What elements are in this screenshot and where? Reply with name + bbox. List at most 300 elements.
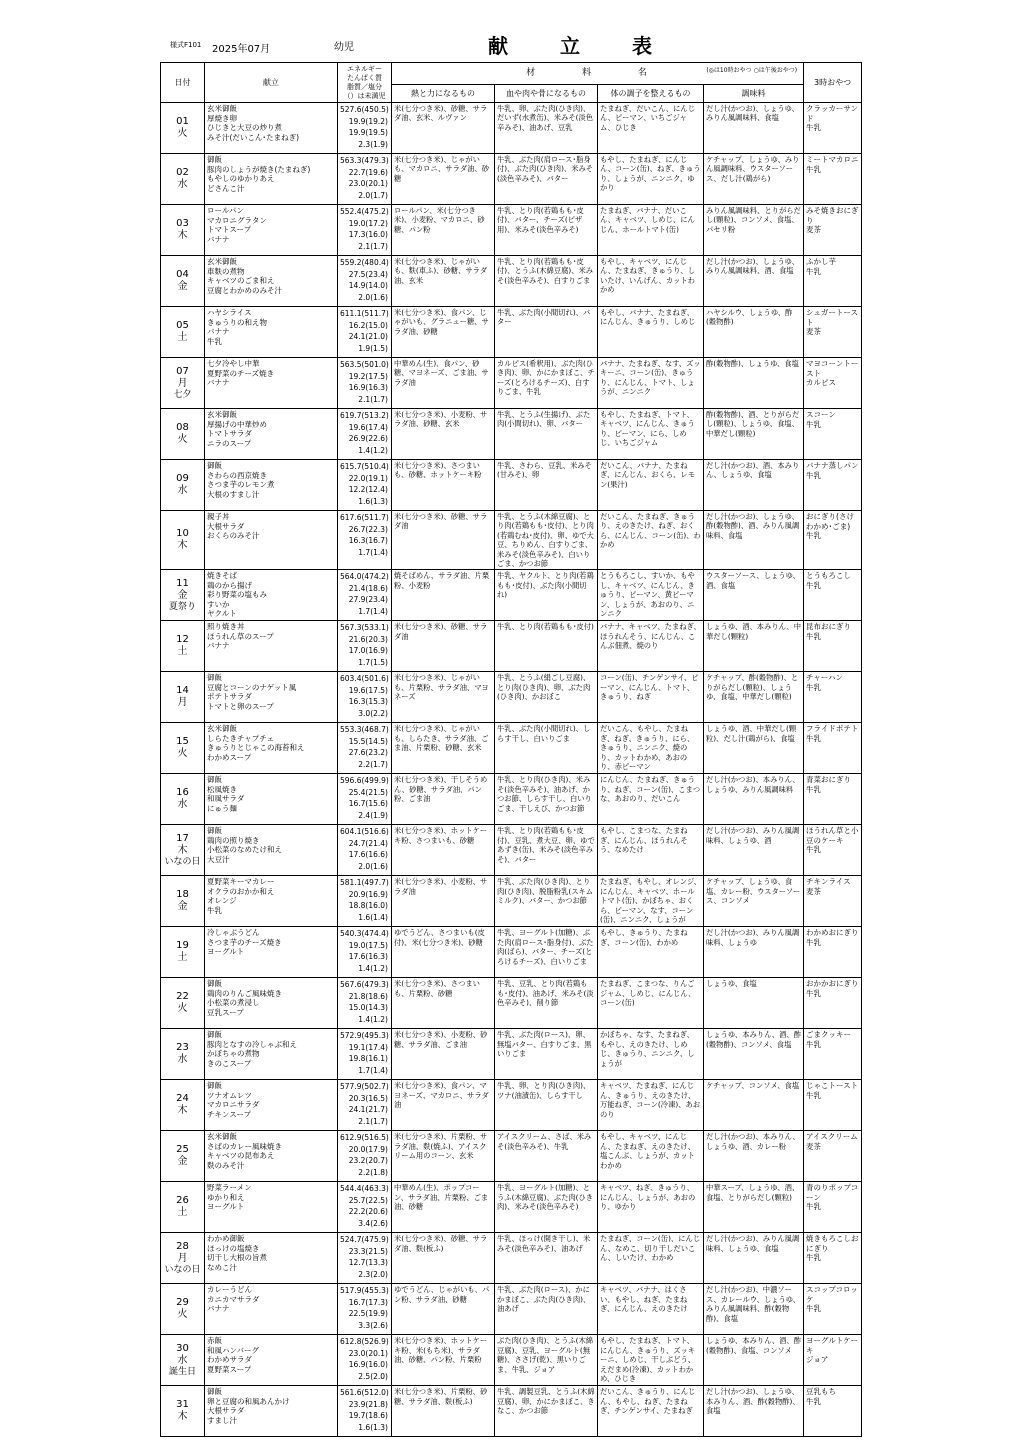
menu-item: 玄米御飯 [207,410,237,419]
menu-item: さわらの西京焼き [207,470,267,480]
snack-item: チキンライス [806,877,851,887]
menu-item: オクラのおかか和え [207,886,275,896]
nutrition-value: 16.3(16.7) [348,536,388,545]
menu-item: 和風ハンバーグ [207,1345,259,1355]
snack-item: ごまクッキー [806,1030,852,1040]
heat-cell: ゆでうどん、さつまいも(皮付)、米(七分つき米)、砂糖 [392,927,495,978]
menu-item: 豆乳スープ [207,1007,244,1017]
nutrition-value: 17.0(16.9) [348,646,388,656]
snack-item: フライドポテト [806,724,859,734]
date-cell [161,1335,205,1386]
weekday: 土 [177,332,188,343]
menu-item: 牛乳 [207,905,222,915]
period-label: 2025年07月 [212,44,271,55]
table-row [161,409,862,460]
body-cell: もやし、バナナ、たまねぎ、にんじん、きゅうり、しめじ [598,307,704,358]
body-cell: たまねぎ、バナナ、だいこん、キャベツ、しめじ、にんじん、ホールトマト(缶) [598,205,704,256]
menu-item: ほうれん草のスープ [207,631,274,641]
snack-item: チャーハン [806,673,843,683]
menu-item: 御飯 [207,673,222,683]
heat-cell: 米(七分つき米)、小麦粉、サラダ油、砂糖、玄米 [392,409,495,460]
menu-item: 豆腐とわかめのみそ汁 [207,285,282,295]
snack-item: わかめおにぎり [806,928,859,938]
weekday: 水 [177,485,188,496]
blood-cell: アイスクリーム、さば、米みそ(淡色辛みそ)、牛乳 [495,1131,598,1182]
menu-item: 御飯 [207,1387,222,1397]
snack-item: 焼きもろこしおにぎり [806,1234,859,1253]
nutrition-value: 2.5(2.0) [358,1371,388,1381]
date-cell [161,1131,205,1182]
blood-cell: 牛乳、ヨーグルト(加糖)、とうふ(木綿豆腐)、ぶた肉(ひき肉)、米みそ(淡色辛みそ) [495,1182,598,1233]
snack-item: とうもろこし [806,571,852,581]
nutrition-value: 564.0(474.2) [340,572,389,582]
nutrition-value: 16.9(16.3) [348,383,388,392]
snack-cell [804,723,862,774]
snack-item: ふかし芋 [806,257,837,266]
menu-cell [205,1029,338,1080]
body-cell: かぼちゃ、なす、たまねぎ、もやし、えのきたけ、しめじ、きゅうり、ニンニク、しょうが [598,1029,704,1080]
menu-item: 和風サラダ [207,794,245,804]
seasoning-cell: だし汁(かつお)、しょうゆ、酢(穀物酢)、酒、みりん風調味料、食塩 [704,511,804,570]
nutrition-value: 563.3(479.3) [340,156,389,165]
heat-cell: 米(七分つき米)、砂糖、サラダ油、玄米、ルヴァン [392,103,495,154]
menu-item: 彩り野菜の塩もみ [207,590,267,600]
nutrition-value: 20.3(16.5) [348,1093,388,1103]
blood-cell: 牛乳、とり肉(若鶏もも･皮付)、バター、チーズ(ピザ用)、米みそ(淡色辛みそ) [495,205,598,256]
blood-cell: 牛乳、とうふ(生揚げ)、ぶた肉(小間切れ)、卵、バター [495,409,598,460]
snack-cell [804,1335,862,1386]
menu-item: 大豆汁 [207,854,230,864]
date-number: 31 [176,1399,189,1411]
menu-item: きのこスープ [207,1058,252,1068]
menu-item: チキンスープ [207,1109,251,1119]
nutrition-value: 27.9(23.4) [348,595,388,605]
menu-item: さつま芋のレモン煮 [207,480,275,489]
heat-cell: 米(七分つき米)、砂糖、サラダ油 [392,621,495,672]
weekday: 火 [177,748,188,760]
date-number: 14 [176,685,189,697]
heat-cell: 米(七分つき米)、小麦粉、サラダ油 [392,876,495,927]
blood-cell: 牛乳、とり肉(若鶏もも･皮付)、豆乳、煮大豆、卵、ゆであずき(缶)、米みそ(淡色辛みそ)、バター [495,825,598,876]
menu-item: すいか [207,599,230,609]
nutrition-value: 577.9(502.7) [340,1082,389,1092]
menu-item: ツナオムレツ [207,1090,252,1100]
menu-item: 小松菜のなめたけ和え [207,845,282,855]
menu-item: 野菜ラーメン [207,1183,252,1193]
snack-item: 牛乳 [806,1039,822,1049]
table-row [161,1080,862,1131]
nutrition-value: 1.4(1.2) [358,963,388,973]
nutrition-value: 2.2(1.7) [358,759,388,769]
snack-cell [804,621,862,672]
nutrition-value: 19.9(19.2) [348,116,388,126]
header-energy [338,63,392,103]
nutrition-value: 27.5(23.4) [348,269,388,279]
heat-cell: 米(七分つき米)、食パン、じゃがいも、グラニュー糖、サラダ油、砂糖 [392,307,495,358]
date-number: 30 [176,1343,189,1355]
menu-cell [205,307,338,358]
seasoning-cell: だし汁(かつお)、本みりん、しょうゆ、みりん風調味料 [704,774,804,825]
nutrition-value: 1.7(1.4) [358,1065,388,1075]
menu-item: 牛乳 [207,336,222,346]
weekday: 金 [177,590,188,602]
menu-item: キャベツの昆布あえ [207,1151,275,1161]
date-number: 29 [176,1297,189,1309]
date-number: 09 [176,473,189,484]
menu-item: 厚揚げの中華炒め [207,419,267,429]
seasoning-cell: だし汁(かつお)、本みりん、しょうゆ、酒、カレー粉 [704,1131,804,1182]
heat-cell: 米(七分つき米)、じゃがいも、麩(車ふ)、砂糖、サラダ油、玄米 [392,256,495,307]
body-cell: もやし、たまねぎ、トマト、キャベツ、にんじん、きゅうり、ピーマン、にら、しめじ、いちごジャム [598,409,704,460]
snack-item: 麦茶 [806,225,822,234]
table-row [161,723,862,774]
nutrition-cell [338,307,392,358]
date-number: 07 [176,365,189,377]
nutrition-value: 3.4(2.6) [358,1218,388,1228]
menu-cell [205,621,338,672]
form-number: 様式F101 [170,41,202,49]
nutrition-value: 16.9(16.0) [348,1360,388,1370]
menu-cell [205,1080,338,1131]
menu-cell [205,876,338,927]
nutrition-cell [338,205,392,256]
snack-item: 麦茶 [806,1141,822,1151]
materials-label: 材 料 名 [526,68,669,79]
snack-item: 牛乳 [806,845,822,855]
table-row [161,1182,862,1233]
blood-cell: 牛乳、卵、とり肉(ひき肉)、ツナ(油漬缶)、しらす干し [495,1080,598,1131]
nutrition-cell [338,511,392,570]
snack-cell [804,774,862,825]
heat-cell: 米(七分つき米)、じゃがいも、片栗粉、サラダ油、マヨネーズ [392,672,495,723]
body-cell: たまねぎ、こまつな、りんごジャム、しめじ、にんじん、コーン(缶) [598,978,704,1029]
snack-item: みそ焼きおにぎり [806,206,859,225]
menu-cell [205,409,338,460]
nutrition-value: 27.6(23.2) [348,748,388,758]
nutrition-value: 2.1(1.7) [358,394,388,404]
nutrition-value: 24.1(21.7) [348,1105,388,1115]
snack-item: スコップコロッケ [806,1285,858,1304]
menu-item: 大根サラダ [207,521,245,531]
menu-item: 松風焼き [207,784,237,794]
date-number: 08 [176,422,189,433]
weekday: 金 [177,281,188,292]
blood-cell: カルピス(希釈用)、ぶた肉(ひき肉)、卵、かにかまぼこ、チーズ(とろけるチーズ)、白すりごま、牛乳 [495,358,598,409]
nutrition-value: 19.0(17.2) [348,218,388,228]
heat-cell: 米(七分つき米)、干しそうめん、砂糖、サラダ油、パン粉、ごま油 [392,774,495,825]
menu-item: 玄米御飯 [207,104,237,113]
menu-item: 玄米御飯 [207,724,237,734]
table-row [161,1131,862,1182]
menu-cell [205,1284,338,1335]
snack-cell [804,978,862,1029]
nutrition-cell [338,672,392,723]
date-number: 25 [176,1144,189,1156]
table-row [161,307,862,358]
snack-item: 麦茶 [806,327,822,336]
date-number: 22 [176,991,189,1003]
menu-item: 七夕冷やし中華 [207,359,260,368]
blood-cell: 牛乳、さわら、豆乳、米みそ(甘みそ)、卵 [495,460,598,511]
menu-item: バナナ [207,1304,230,1314]
seasoning-cell: ケチャップ、しょうゆ、食塩、カレー粉、ウスターソース、コンソメ [704,876,804,927]
nutrition-value: 2.1(1.7) [358,241,388,251]
date-cell [161,409,205,460]
nutrition-value: 22.0(19.1) [348,473,388,483]
nutrition-cell [338,256,392,307]
nutrition-value: 16.2(15.0) [348,320,388,330]
date-number: 18 [176,889,189,901]
nutrition-value: 15.0(14.3) [348,1003,388,1013]
heat-cell: 米(七分つき米)、砂糖、サラダ油、麩(板ふ) [392,1233,495,1284]
date-cell [161,358,205,409]
date-cell [161,1029,205,1080]
nutrition-value: 552.4(475.2) [340,207,389,216]
snack-item: マヨコーントースト [806,359,859,378]
nutrition-value: 1.7(1.5) [358,657,388,667]
menu-item: わかめサラダ [207,1355,252,1365]
menu-cell [205,256,338,307]
seasoning-cell: 酢(穀物酢)、しょうゆ、食塩 [704,358,804,409]
menu-item: 御飯 [207,775,222,785]
nutrition-value: 2.0(1.6) [358,292,388,302]
menu-item: 夏野菜スープ [207,1364,252,1374]
nutrition-cell [338,774,392,825]
blood-cell: 牛乳、ぶた肉(肩ロース･脂身付)、ぶた肉(ひき肉)、米みそ(淡色辛みそ)、バター [495,154,598,205]
nutrition-value: 19.9(19.5) [348,128,388,137]
seasoning-cell: しょうゆ、食塩 [704,978,804,1029]
nutrition-value: 540.3(474.4) [340,929,389,939]
table-row [161,103,862,154]
weekday: 土 [177,646,188,658]
menu-item: 豚肉のしょうが焼き(たまねぎ) [207,164,311,174]
weekday: 土 [177,1207,188,1219]
weekday: 金 [177,901,188,913]
nutrition-value: 604.1(516.6) [340,827,389,837]
nutrition-value: 19.6(17.4) [348,422,388,432]
menu-item: 卵と豆腐の和風あんかけ [207,1396,290,1406]
nutrition-value: 19.2(17.5) [348,371,388,381]
snack-cell [804,358,862,409]
snack-cell [804,927,862,978]
date-number: 11 [176,578,189,590]
snack-item: 牛乳 [806,470,822,480]
nutrition-value: 23.0(20.1) [348,179,388,188]
menu-item: 夏野菜のチーズ焼き [207,368,275,378]
nutrition-value: 2.4(1.9) [358,810,388,820]
nutrition-value: 563.5(501.0) [340,360,389,369]
date-cell [161,1233,205,1284]
header-snack: 3時おやつ [804,63,862,103]
nutrition-value: 19.0(17.5) [348,940,388,950]
snack-cell [804,460,862,511]
menu-item: 夏野菜キーマカレー [207,877,275,887]
menu-item: もやしのゆかりあえ [207,174,275,183]
menu-item: 麩のみそ汁 [207,1160,245,1170]
nutrition-cell [338,1131,392,1182]
nutrition-cell [338,1284,392,1335]
snack-item: 牛乳 [806,1396,822,1406]
menu-item: 御飯 [207,826,222,836]
table-row [161,460,862,511]
table-row [161,511,862,570]
menu-item: かぼちゃの煮物 [207,1049,260,1059]
table-row [161,570,862,621]
nutrition-value: 612.8(526.9) [340,1337,389,1347]
menu-item: しらたきチャプチェ [207,733,275,743]
date-cell [161,978,205,1029]
snack-item: 青菜おにぎり [806,775,852,785]
body-cell: キャベツ、バナナ、はくさい、もやし、ねぎ、たまねぎ、にんじん、えのきたけ [598,1284,704,1335]
snack-item: 昆布おにぎり [806,622,852,632]
header-seasoning: 調味料 [704,85,804,103]
heat-cell: 焼そばめん、サラダ油、片栗粉、小麦粉 [392,570,495,621]
seasoning-cell: ハヤシルウ、しょうゆ、酢(穀物酢) [704,307,804,358]
menu-cell [205,154,338,205]
nutrition-value: 21.6(20.3) [348,634,388,644]
body-cell: だいこん、バナナ、たまねぎ、にんじん、おくら、レモン(果汁) [598,460,704,511]
nutrition-value: 23.9(21.8) [348,1399,388,1409]
date-number: 02 [176,167,189,178]
menu-table [160,62,862,1437]
blood-cell: 牛乳、ぶた肉(ロース)、卵、無塩バター、白すりごま、黒いりごま [495,1029,598,1080]
seasoning-cell: しょうゆ、酒、中華だし(顆粒)、だし汁(鶏がら)、食塩 [704,723,804,774]
menu-cell [205,103,338,154]
menu-item: 豆腐とコーンのナゲット風 [207,682,297,692]
menu-item: わかめ御飯 [207,1234,245,1244]
weekday: 土 [177,952,188,964]
weekday: 木 [177,1411,188,1423]
menu-item: バナナ [207,327,230,336]
menu-item: バナナ [207,378,230,387]
snack-cell [804,103,862,154]
nutrition-cell [338,1335,392,1386]
snack-item: ミートマカロニ [806,155,859,164]
weekday: 木 [177,845,188,857]
seasoning-cell: みりん風調味料、とりがらだし(顆粒)、コンソメ、食塩、パセリ粉 [704,205,804,256]
body-cell: にんじん、たまねぎ、きゅうり、ねぎ、コーン(缶)、こまつな、あおのり、だいこん [598,774,704,825]
menu-item: 大根サラダ [207,1406,245,1416]
weekday: 水 [177,799,188,811]
menu-cell [205,511,338,570]
nutrition-value: 1.6(1.4) [358,912,388,922]
header-menu: 献立 [205,63,338,103]
heat-cell: 米(七分つき米)、砂糖、サラダ油 [392,511,495,570]
seasoning-cell: 酢(穀物酢)、酒、とりがらだし(顆粒)、しょうゆ、食塩、中華だし(顆粒) [704,409,804,460]
nutrition-value: 26.9(22.6) [348,434,388,443]
nutrition-value: 1.7(1.4) [358,606,388,616]
date-cell [161,621,205,672]
menu-cell [205,1386,338,1437]
nutrition-value: 553.3(468.7) [340,725,389,735]
nutrition-value: 17.6(16.3) [348,952,388,962]
body-cell: たまねぎ、だいこん、にんじん、ピーマン、いちごジャム、ひじき [598,103,704,154]
seasoning-cell: 中華スープ、しょうゆ、酒、食塩、とりがらだし(顆粒) [704,1182,804,1233]
menu-item: マカロニグラタン [207,215,267,225]
nutrition-cell [338,927,392,978]
blood-cell: 牛乳、卵、ぶた肉(ひき肉)、だいず(水煮缶)、米みそ(淡色辛みそ)、油あげ、豆乳 [495,103,598,154]
menu-item: キャベツのごま和え [207,276,275,285]
snack-item: 牛乳 [806,266,822,276]
snack-item: 牛乳 [806,164,822,174]
menu-item: ほっけの塩焼き [207,1243,260,1253]
table-row [161,621,862,672]
header-materials [392,63,804,85]
menu-item: カニカマサラダ [207,1294,260,1304]
menu-item: きゅうりの和え物 [207,317,267,327]
nutrition-cell [338,409,392,460]
table-row [161,927,862,978]
menu-item: どさんこ汁 [207,183,245,193]
snack-item: クラッカーサンド [806,104,859,123]
table-row [161,1335,862,1386]
menu-item: 鶏のから揚げ [207,580,252,590]
snack-item: 牛乳 [806,419,822,429]
materials-note: (◎は10時おやつ ○は午後おやつ) [706,67,798,74]
menu-item: 御飯 [207,461,222,470]
date-number: 24 [176,1093,189,1105]
nutrition-cell [338,825,392,876]
menu-item: すまし汁 [207,1415,237,1425]
heat-cell: 中華めん(生)、ポップコーン、サラダ油、片栗粉、ごま油、砂糖 [392,1182,495,1233]
weekday: 金 [177,1156,188,1168]
snack-cell [804,1080,862,1131]
snack-item: シュガートースト [806,308,859,327]
menu-cell [205,460,338,511]
nutrition-value: 18.8(16.0) [348,901,388,911]
heat-cell: 米(七分つき米)、食パン、マヨネーズ、マカロニ、サラダ油 [392,1080,495,1131]
page-title: 献立表 [488,34,704,58]
table-row [161,978,862,1029]
menu-cell [205,723,338,774]
nutrition-value: 2.3(2.0) [358,1269,388,1279]
date-number: 23 [176,1042,189,1054]
date-cell [161,1182,205,1233]
menu-item: ゆかり和え [207,1192,245,1202]
weekday: 月 [177,1253,188,1265]
nutrition-value: 21.4(18.6) [348,583,388,593]
snack-cell [804,256,862,307]
snack-cell [804,307,862,358]
date-number: 16 [176,787,189,799]
date-cell [161,723,205,774]
nutrition-value: 3.0(2.2) [358,708,388,718]
seasoning-cell: ウスターソース、しょうゆ、酒、食塩 [704,570,804,621]
blood-cell: 牛乳、豆乳、とり肉(若鶏もも･皮付)、油あげ、米みそ(淡色辛みそ)、削り節 [495,978,598,1029]
nutrition-value: 1.4(1.2) [358,1014,388,1024]
menu-item: わかめスープ [207,752,252,762]
snack-item: スコーン [806,410,836,419]
body-cell: とうもろこし、すいか、もやし、キャベツ、にんじん、きゅうり、ピーマン、黄ピーマン、しょうが、あおのり、ニンニク [598,570,704,621]
weekday: 火 [177,128,188,139]
menu-cell [205,927,338,978]
snack-item: 牛乳 [806,1253,822,1263]
snack-item: 牛乳 [806,631,822,641]
menu-item: ニラのスープ [207,438,252,448]
date-number: 26 [176,1195,189,1207]
nutrition-cell [338,1182,392,1233]
nutrition-value: 612.9(516.5) [340,1133,389,1143]
event-label: 誕生日 [168,1367,196,1378]
snack-item: 牛乳 [806,784,822,794]
nutrition-value: 12.7(13.3) [348,1258,388,1268]
snack-cell [804,409,862,460]
menu-item: さつま芋のチーズ焼き [207,937,282,947]
date-cell [161,927,205,978]
nutrition-value: 544.4(463.3) [340,1184,389,1194]
body-cell: だいこん、きゅうり、にんじん、もやし、ねぎ、たまねぎ、チンゲンサイ、たまねぎ [598,1386,704,1437]
menu-item: 玄米御飯 [207,1132,237,1142]
